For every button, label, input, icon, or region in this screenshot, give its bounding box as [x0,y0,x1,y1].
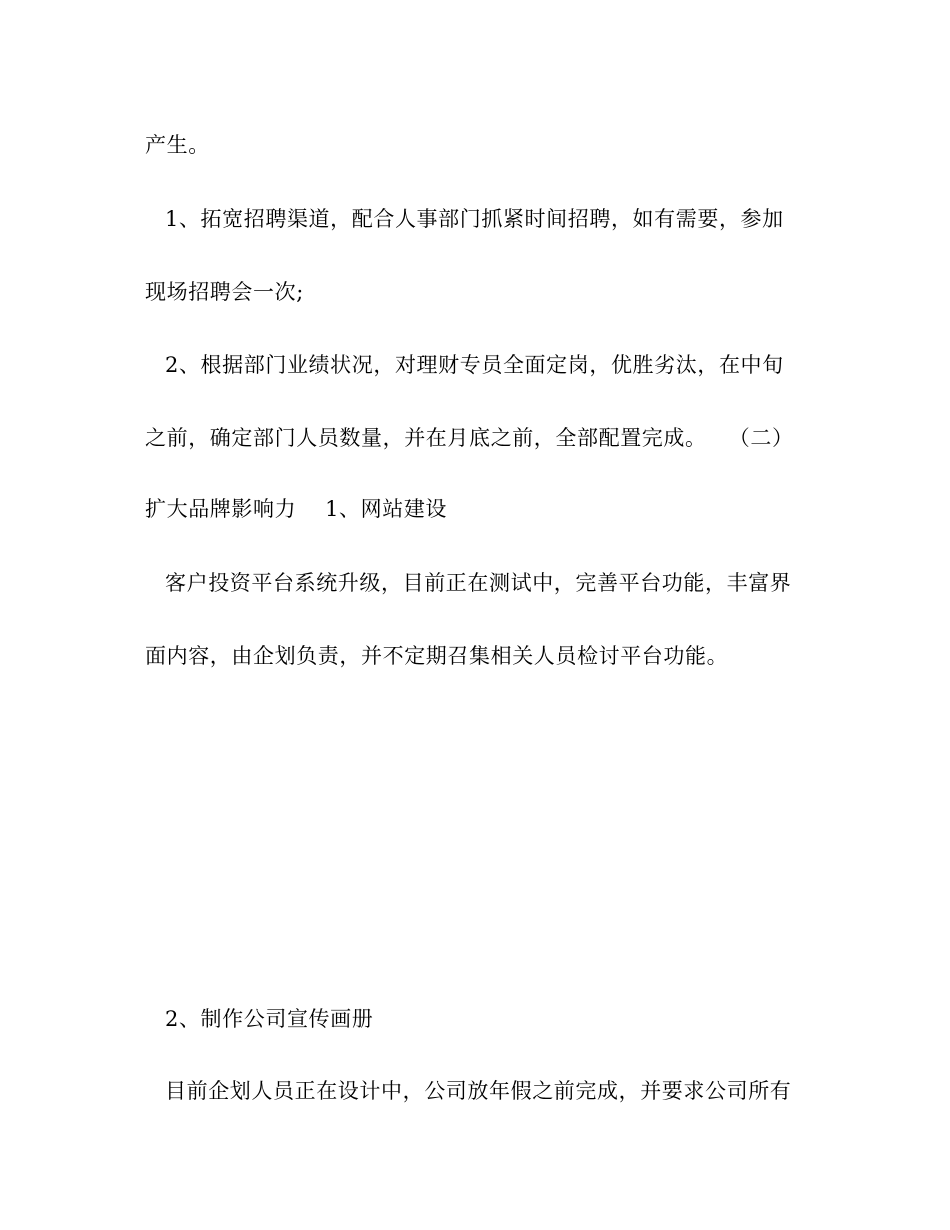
text-line-9: 2、制作公司宣传画册 [165,1007,374,1031]
text-line-7: 客户投资平台系统升级，目前正在测试中，完善平台功能，丰富界 [165,571,792,595]
text-line-10: 目前企划人员正在设计中，公司放年假之前完成，并要求公司所有 [165,1079,792,1103]
text-line-6: 扩大品牌影响力 1、网站建设 [145,497,448,521]
text-line-4: 2、根据部门业绩状况，对理财专员全面定岗，优胜劣汰，在中旬 [165,353,784,377]
text-line-8: 面内容，由企划负责，并不定期召集相关人员检讨平台功能。 [145,644,729,668]
text-line-2: 1、拓宽招聘渠道，配合人事部门抓紧时间招聘，如有需要，参加 [165,207,784,231]
text-line-5: 之前，确定部门人员数量，并在月底之前，全部配置完成。 （二） [145,426,794,450]
text-line-1: 产生。 [145,133,210,157]
text-line-3: 现场招聘会一次; [145,280,304,304]
